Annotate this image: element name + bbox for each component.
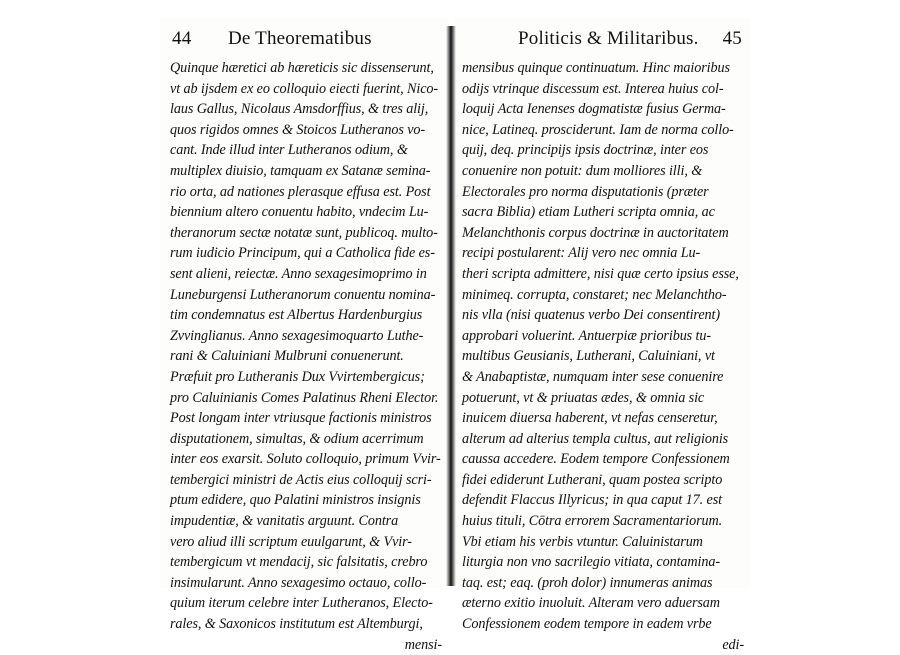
text-line: Electorales pro norma disputationis (præter [462,183,709,200]
text-line: theri scripta admittere, nisi quæ certo ipsius esse, [462,265,739,282]
text-line: vero aliud illi scriptum euulgarunt, & Vvir- [170,533,412,550]
text-line: conuenire non potuit: dum molliores illi, & [462,162,703,179]
text-line: Præfuit pro Lutheranis Dux Vvirtembergicus; [170,368,425,385]
text-line: liturgia non vno sacrilegio vitiata, contamina- [462,554,721,571]
text-line: tembergici ministri de Actis eius colloquij scri- [170,471,432,488]
text-line: Zvvinglianus. Anno sexagesimoquarto Luthe- [170,327,424,344]
text-line: nis vlla (nisi quatenus verbo Dei consentirent) [462,307,720,324]
text-line: defendit Flaccus Illyricus; in qua caput 17. est [462,492,722,509]
text-line: Melanchthonis corpus doctrinæ in auctoritatem [462,224,729,241]
text-line: vt ab ijsdem ex eo colloquio eiecti fuerint, Nico- [170,80,439,97]
text-line: potuerunt, vt & priuatas ædes, & omnia sic [462,389,705,406]
catchword: mensi- [404,636,442,653]
book-gutter [446,26,456,586]
text-line: Confessionem eodem tempore in eadem vrbe [462,616,712,633]
text-line: rum iudicio Principum, qui a Catholica fide es- [170,245,435,262]
text-line: rani & Caluiniani Mulbruni conuenerunt. [170,348,404,365]
text-line: ptum edidere, quo Palatini ministros insignis [170,492,421,509]
text-line: inter eos exarsit. Soluto colloquio, primum Vvir- [170,451,441,468]
text-line: & Anabaptistæ, numquam inter sese conuenire [462,368,724,385]
text-line: quij, deq. principijs ipsis doctrinæ, inter eos [462,142,709,159]
text-line: insimularunt. Anno sexagesimo octauo, collo- [170,574,427,591]
text-line: cant. Inde illud inter Lutheranos odium, & [170,142,408,159]
text-line: minimeq. corrupta, constaret; nec Melanchtho- [462,286,727,303]
text-line: odijs vtrinque discessum est. Interea huius col- [462,80,724,97]
catchword: edi- [722,636,744,653]
text-line: huius tituli, Cōtra errorem Sacramentariorum. [462,513,723,530]
text-line: impudentiæ, & vanitatis arguunt. Contra [170,513,399,530]
text-line: mensibus quinque continuatum. Hinc maioribus [462,60,730,76]
text-line: multibus Geusianis, Lutherani, Caluiniani, vt [462,348,715,365]
left-page-number: 44 [172,28,192,49]
left-running-head [170,26,440,52]
right-page-text [462,58,744,655]
right-running-title: Politicis & Militaribus. [518,28,699,49]
right-running-head [462,26,744,52]
text-line: biennium altero conuentu habito, vndecim Lu- [170,204,429,221]
text-line: approbari voluerint. Antuerpiæ prioribus tu- [462,327,712,344]
text-line: alterum ad alterius templa cultus, aut religionis [462,430,729,447]
text-line: tembergicum vt mendacij, sic falsitatis, crebro [170,554,428,571]
text-line: disputationem, simultas, & odium acerrimum [170,430,424,447]
left-page-text [170,58,442,655]
left-running-title: De Theorematibus [228,28,372,49]
text-line: rales, & Saxonicos institutum est Altemburgi, [170,616,423,633]
text-line: Quinque hæretici ab hæreticis sic dissenserunt, [170,60,434,76]
text-line: theranorum sectæ notatæ sunt, publicoq. multo- [170,224,438,241]
text-line: fidei ediderunt Lutherani, quam postea scripto [462,471,723,488]
text-line: taq. est; eaq. (proh dolor) innumeras animas [462,574,713,591]
text-line: Vbi etiam his verbis vtuntur. Caluinistarum [462,533,703,550]
text-line: multiplex diuisio, tamquam ex Satanæ semina- [170,162,431,179]
text-line: loquij Acta Ienenses dogmatistæ fusius Germa- [462,101,726,118]
text-line: caussa accedere. Eodem tempore Confessionem [462,451,730,468]
text-line: sent alieni, reiectæ. Anno sexagesimoprimo in [170,265,427,282]
text-line: Luneburgensi Lutheranorum conuentu nomina- [170,286,436,303]
text-line: quium iterum celebre inter Lutheranos, Electo- [170,595,433,612]
text-line: rio orta, ad nationes plerasque effusa est. Post [170,183,431,200]
text-line: quos rigidos omnes & Stoicos Lutheranos vo- [170,121,426,138]
text-line: Post longam inter vtriusque factionis ministros [170,410,432,427]
text-line: recipi postularent: Alij vero nec omnia Lu- [462,245,701,262]
text-line: nice, Latineq. prosciderunt. Iam de norma collo- [462,121,734,138]
text-line: tim condemnatus est Albertus Hardenburgius [170,307,423,324]
text-line: laus Gallus, Nicolaus Amsdorffius, & tres alij, [170,101,429,118]
text-line: pro Caluinianis Comes Palatinus Rheni Elector. [170,389,439,406]
right-page-number: 45 [722,28,742,49]
text-line: sacra Biblia) etiam Lutheri scripta omnia, ac [462,204,715,221]
text-line: inuicem diuersa haberent, vt nefas censeretur, [462,410,718,427]
text-line: æterno exitio inuoluit. Alteram vero aduersam [462,595,720,612]
